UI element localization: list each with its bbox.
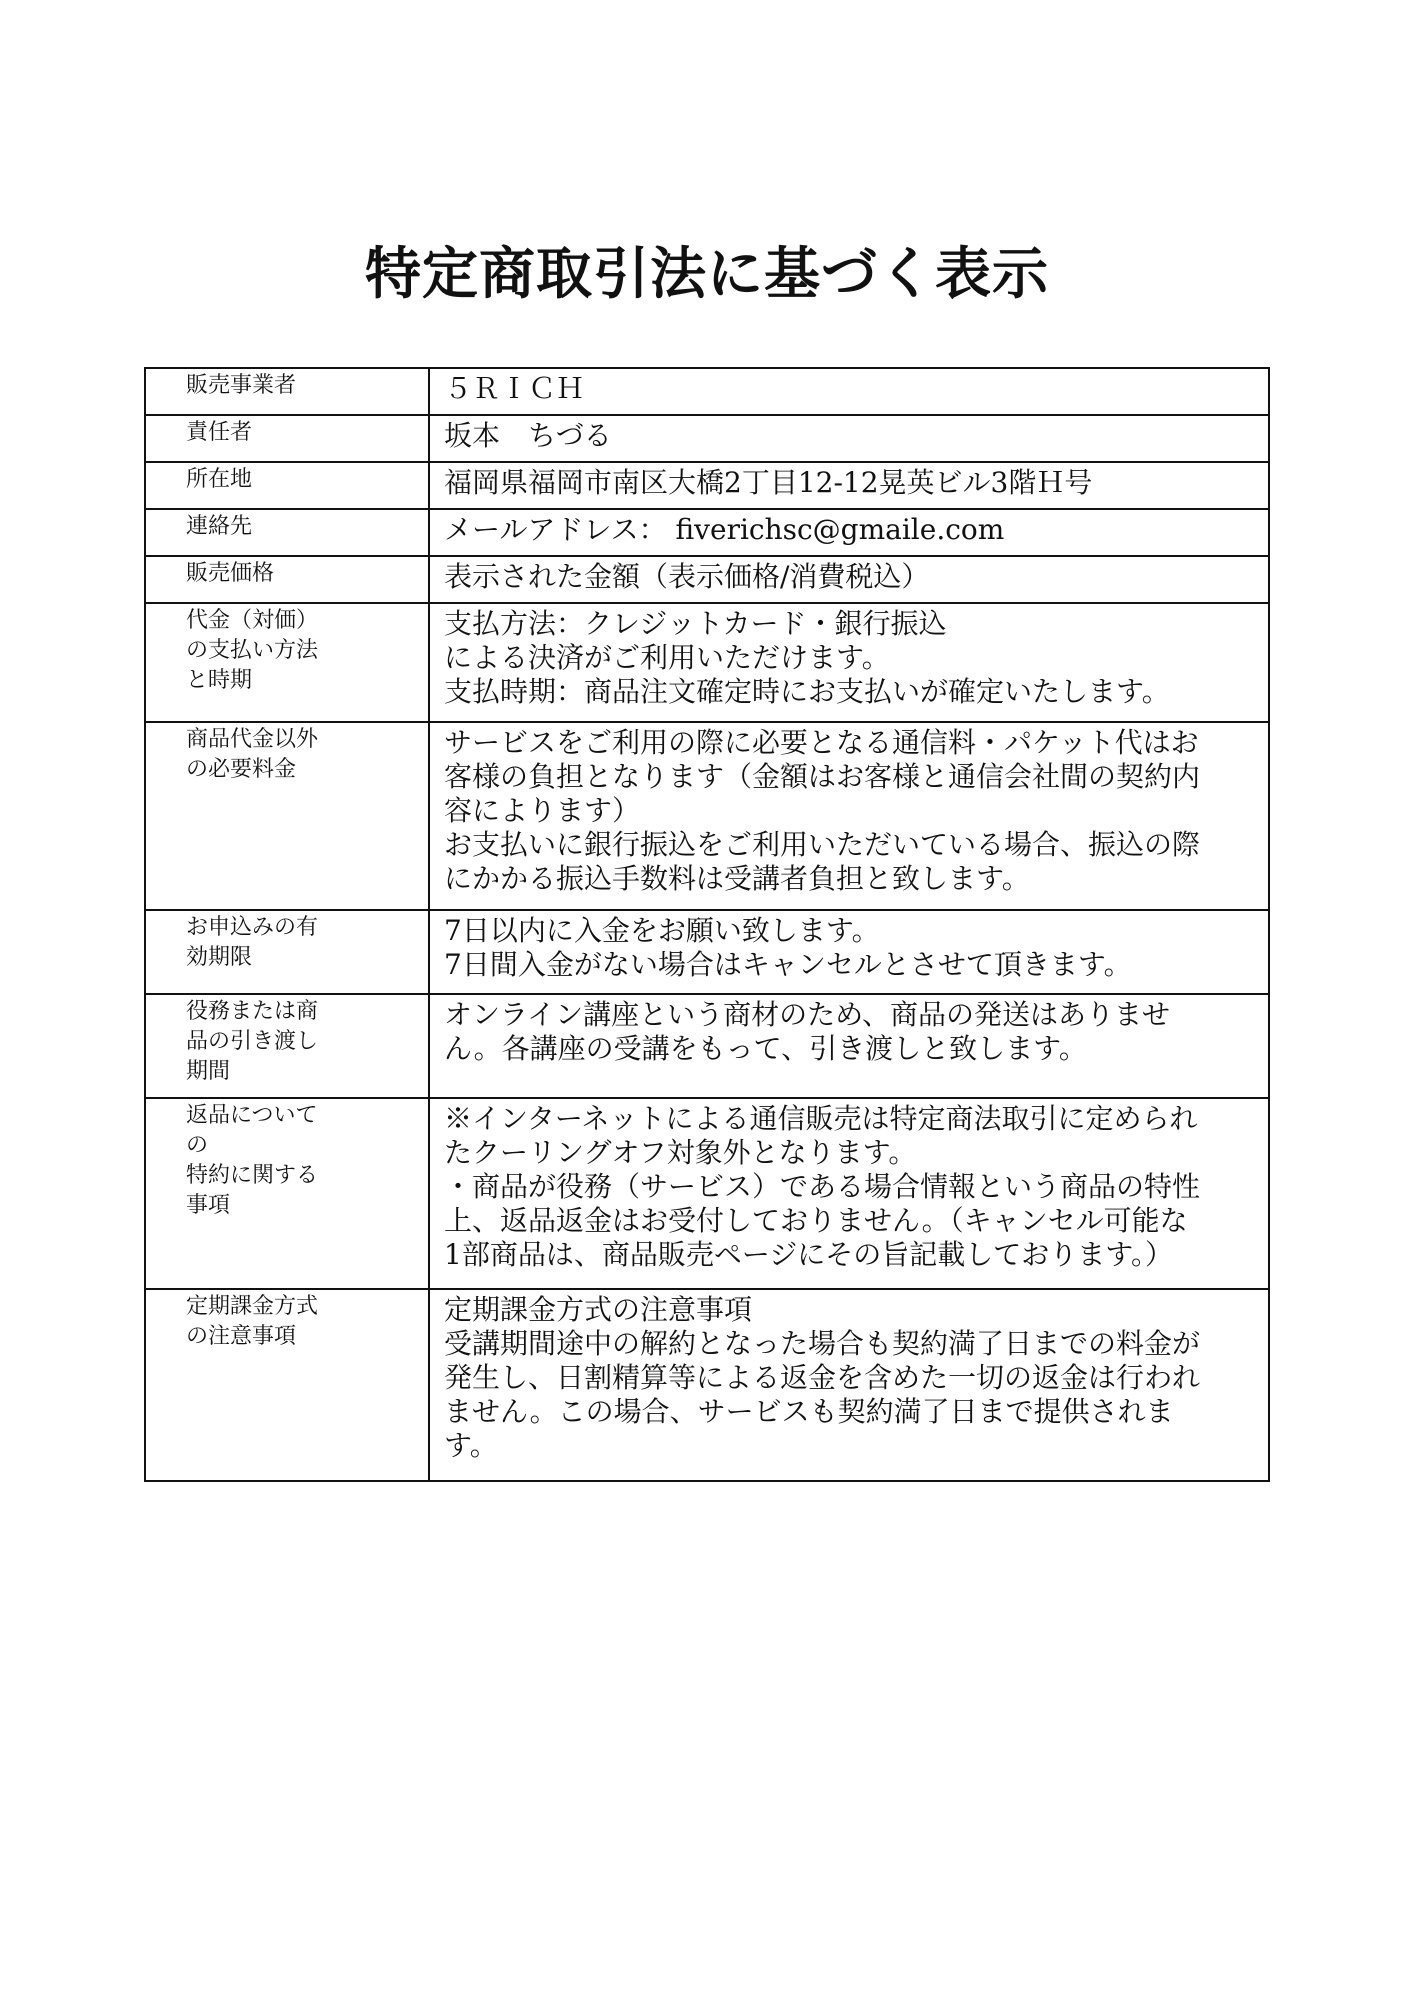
email-contact: メールアドレス： fiverichsc@gmaile.com xyxy=(444,513,1005,546)
value-line: サービスをご利用の際に必要となる通信料・パケット代はお xyxy=(444,726,1199,759)
table-row-delivery xyxy=(145,994,1269,1098)
row-label xyxy=(145,415,429,462)
label-line: 販売価格 xyxy=(186,561,275,586)
label-line: 品の引き渡し xyxy=(186,1029,319,1054)
value-line: たクーリングオフ対象外となります。 xyxy=(444,1136,917,1169)
label-line: 定期課金方式 xyxy=(186,1294,319,1319)
table-row-price xyxy=(145,556,1269,603)
table-row-seller xyxy=(145,368,1269,415)
value-line: オンライン講座という商材のため、商品の発送はありませ xyxy=(444,998,1171,1031)
label-line: の支払い方法 xyxy=(186,638,319,663)
label-line: 役務または商 xyxy=(186,999,319,1024)
row-value xyxy=(429,368,1269,415)
label-line: 責任者 xyxy=(186,420,253,445)
label-line: 商品代金以外 xyxy=(186,727,319,752)
value-line: 表示された金額（表示価格/消費税込） xyxy=(444,560,930,593)
label-line: 代金（対価） xyxy=(186,608,319,633)
table-row-payment xyxy=(145,603,1269,722)
table-row-contact xyxy=(145,509,1269,556)
row-value xyxy=(429,994,1269,1098)
row-label xyxy=(145,368,429,415)
value-line: ません。この場合、サービスも契約満了日まで提供されま xyxy=(444,1395,1174,1428)
row-label xyxy=(145,509,429,556)
table-row-responsible xyxy=(145,415,1269,462)
row-value xyxy=(429,1289,1269,1481)
value-line: 1部商品は、商品販売ページにその旨記載しております。） xyxy=(444,1238,1174,1271)
label-line: 効期限 xyxy=(186,945,253,970)
value-line: お支払いに銀行振込をご利用いただいている場合、振込の際 xyxy=(444,828,1201,861)
value-line: ・商品が役務（サービス）である場合情報という商品の特性 xyxy=(444,1170,1201,1203)
row-value xyxy=(429,910,1269,994)
label-line: 特約に関する xyxy=(186,1163,319,1188)
value-line: ５ＲＩＣＨ xyxy=(444,372,585,405)
value-line: 坂本 ちづる xyxy=(444,419,612,452)
value-line: による決済がご利用いただけます。 xyxy=(444,641,890,674)
label-line: の注意事項 xyxy=(186,1324,297,1349)
table-row-additional-fees xyxy=(145,722,1269,910)
value-line: 福岡県福岡市南区大橋2丁目12-12晃英ビル3階Ｈ号 xyxy=(444,466,1093,499)
value-line: 客様の負担となります（金額はお客様と通信会社間の契約内 xyxy=(444,760,1201,793)
label-line: 期間 xyxy=(186,1059,231,1084)
page-title: 特定商取引法に基づく表示 xyxy=(365,241,1049,307)
value-line: す。 xyxy=(444,1429,498,1462)
table-row-address xyxy=(145,462,1269,509)
table-row-returns xyxy=(145,1098,1269,1289)
label-line: 所在地 xyxy=(186,467,253,492)
label-line: 返品について xyxy=(186,1103,318,1128)
row-value xyxy=(429,1098,1269,1289)
row-value xyxy=(429,603,1269,722)
value-line: 7日以内に入金をお願い致します。 xyxy=(444,914,880,947)
value-line: ※インターネットによる通信販売は特定商法取引に定められ xyxy=(444,1102,1198,1135)
table-row-validity xyxy=(145,910,1269,994)
label-line: お申込みの有 xyxy=(186,915,319,940)
label-line: と時期 xyxy=(186,668,253,693)
value-line: 定期課金方式の注意事項 xyxy=(444,1293,753,1326)
row-label xyxy=(145,1098,429,1289)
row-value xyxy=(429,722,1269,910)
row-value xyxy=(429,462,1269,509)
label-line: 事項 xyxy=(186,1193,231,1218)
table-row-subscription xyxy=(145,1289,1269,1481)
row-label xyxy=(145,556,429,603)
label-line: 販売事業者 xyxy=(186,373,297,398)
value-line: 発生し、日割精算等による返金を含めた一切の返金は行われ xyxy=(444,1361,1201,1394)
label-line: の xyxy=(186,1133,209,1158)
legal-notice-table xyxy=(144,367,1270,1482)
row-value xyxy=(429,415,1269,462)
row-value xyxy=(429,556,1269,603)
label-line: 連絡先 xyxy=(186,514,253,539)
value-line: 支払時期：商品注文確定時にお支払いが確定いたします。 xyxy=(444,675,1170,708)
row-label xyxy=(145,910,429,994)
value-line: 上、返品返金はお受付しておりません。（キャンセル可能な xyxy=(444,1204,1188,1237)
row-label xyxy=(145,994,429,1098)
value-line: 受講期間途中の解約となった場合も契約満了日までの料金が xyxy=(444,1327,1201,1360)
row-label xyxy=(145,603,429,722)
value-line: 支払方法：クレジットカード・銀行振込 xyxy=(444,607,947,640)
row-label xyxy=(145,462,429,509)
value-line: 7日間入金がない場合はキャンセルとさせて頂きます。 xyxy=(444,948,1132,981)
label-line: の必要料金 xyxy=(186,757,297,782)
value-line: ん。各講座の受講をもって、引き渡しと致します。 xyxy=(444,1032,1087,1065)
row-label xyxy=(145,722,429,910)
value-line: にかかる振込手数料は受講者負担と致します。 xyxy=(444,862,1030,895)
value-line: 容によります） xyxy=(444,794,641,827)
row-value xyxy=(429,509,1269,556)
row-label xyxy=(145,1289,429,1481)
